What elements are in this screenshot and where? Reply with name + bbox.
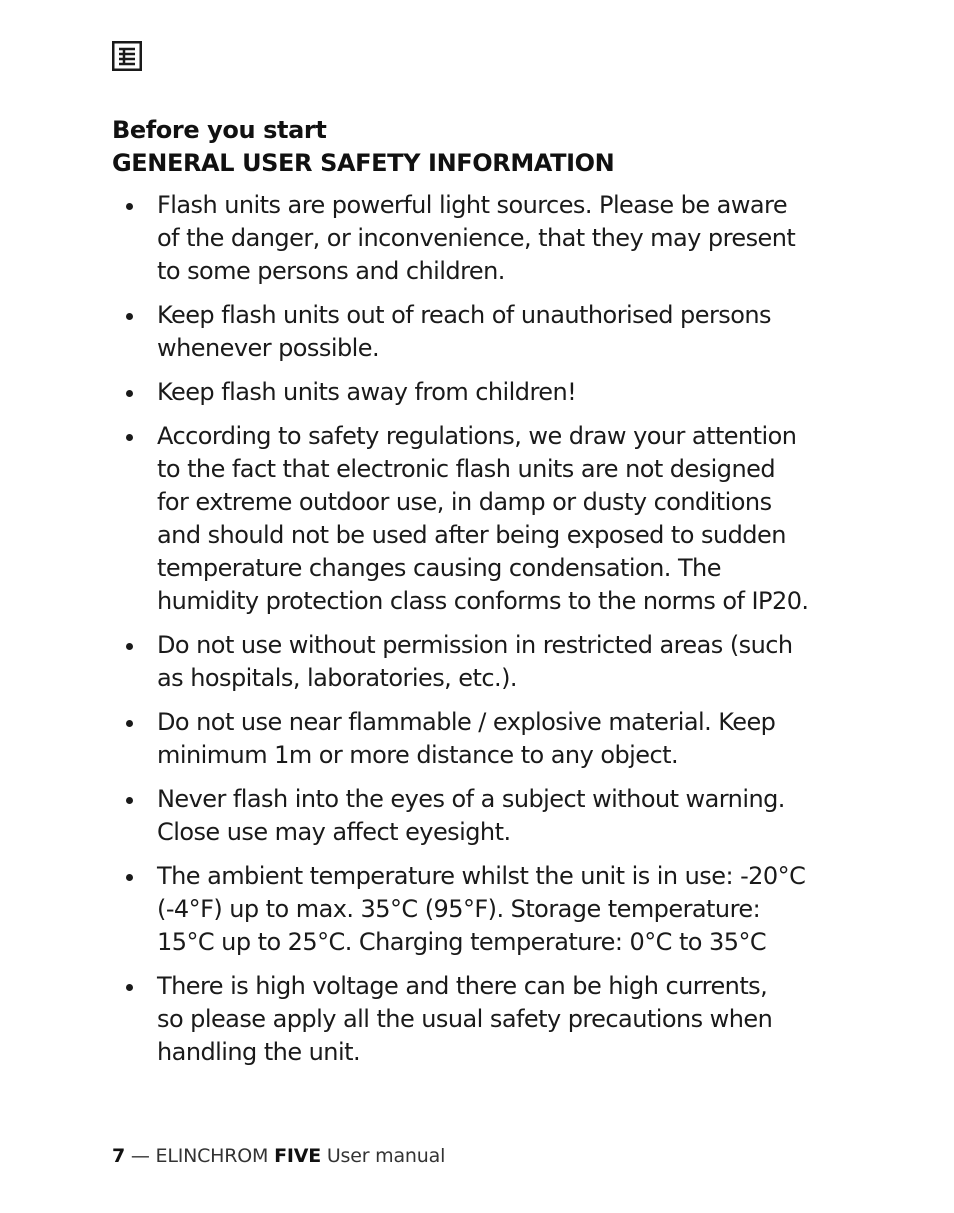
section-title: GENERAL USER SAFETY INFORMATION [112,149,615,177]
footer-suffix: User manual [321,1145,446,1167]
bullet-line: Flash units are powerful light sources. Please be aware [157,191,788,219]
bullet-line: to the fact that electronic flash units are not designed [157,455,776,483]
footer-separator: — ELINCHROM [125,1145,275,1167]
bullet-line: so please apply all the usual safety precautions when [157,1005,773,1033]
bullet-line: for extreme outdoor use, in damp or dusty conditions [157,488,772,516]
safety-bullet-item [112,189,892,288]
bullet-line: The ambient temperature whilst the unit is in use: -20°C [157,862,806,890]
bullet-line: (-4°F) up to max. 35°C (95°F). Storage temperature: [157,895,761,923]
bullet-line: as hospitals, laboratories, etc.). [157,664,518,692]
bullet-line: humidity protection class conforms to the norms of IP20. [157,587,809,615]
bullet-line: According to safety regulations, we draw your attention [157,422,797,450]
bullet-line: temperature changes causing condensation. The [157,554,721,582]
bullet-line: There is high voltage and there can be high currents, [157,972,768,1000]
bullet-line: Close use may affect eyesight. [157,818,511,846]
safety-bullet-item [112,629,892,695]
bullet-line: Never flash into the eyes of a subject without warning. [157,785,785,813]
safety-section [112,114,892,1080]
table-of-contents-icon[interactable] [112,41,142,71]
bullet-line: Do not use without permission in restricted areas (such [157,631,793,659]
safety-bullet-item [112,706,892,772]
bullet-line: minimum 1m or more distance to any object. [157,741,679,769]
safety-bullet-item [112,376,892,409]
safety-bullet-item [112,420,892,618]
page-footer [112,1144,445,1168]
safety-bullet-item [112,970,892,1069]
bullet-line: of the danger, or inconvenience, that they may present [157,224,796,252]
safety-bullet-item [112,299,892,365]
section-subtitle: Before you start [112,116,327,144]
bullet-line: 15°C up to 25°C. Charging temperature: 0°C to 35°C [157,928,767,956]
safety-bullet-item [112,783,892,849]
bullet-line: to some persons and children. [157,257,505,285]
footer-model-name: FIVE [274,1145,321,1167]
bullet-line: Keep flash units away from children! [157,378,577,406]
bullet-line: Keep flash units out of reach of unauthorised persons [157,301,771,329]
bullet-line: whenever possible. [157,334,380,362]
safety-bullet-item [112,860,892,959]
safety-bullet-list [112,189,892,1069]
bullet-line: and should not be used after being exposed to sudden [157,521,786,549]
page-number: 7 [112,1145,126,1167]
bullet-line: Do not use near flammable / explosive material. Keep [157,708,776,736]
bullet-line: handling the unit. [157,1038,361,1066]
